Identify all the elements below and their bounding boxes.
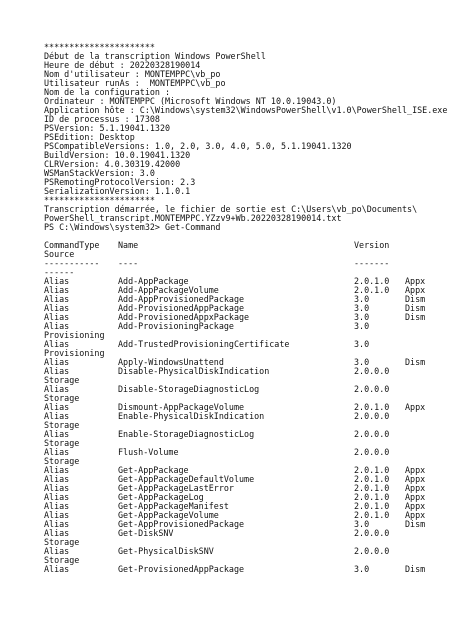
cell-name: Dismount-AppPackageVolume bbox=[118, 402, 245, 412]
transcript-line: Application hôte : C:\Windows\system32\WindowsPowerShell\v1.0\PowerShell_ISE.exe bbox=[44, 105, 448, 115]
table-underline-row bbox=[44, 259, 464, 268]
cell-source: Dism bbox=[405, 312, 426, 322]
cell-commandtype: Alias bbox=[44, 339, 70, 349]
table-row bbox=[44, 475, 464, 484]
cell-version: 2.0.1.0 bbox=[354, 483, 390, 493]
cell-name: Apply-WindowsUnattend bbox=[118, 357, 224, 367]
cell-source: Appx bbox=[405, 402, 426, 412]
cell-commandtype: Alias bbox=[44, 366, 70, 376]
cell-source: Appx bbox=[405, 492, 426, 502]
cell-source: Appx bbox=[405, 510, 426, 520]
transcript-line: ********************** bbox=[44, 42, 155, 52]
cell-commandtype: Alias bbox=[44, 465, 70, 475]
cell-version: 2.0.0.0 bbox=[354, 411, 390, 421]
cell-name: Get-AppPackageDefaultVolume bbox=[118, 474, 255, 484]
cell-version: 2.0.0.0 bbox=[354, 429, 390, 439]
cell-name: Get-AppPackageVolume bbox=[118, 510, 219, 520]
cell-name: Disable-PhysicalDiskIndication bbox=[118, 366, 270, 376]
cell-name: Add-ProvisionedAppxPackage bbox=[118, 312, 250, 322]
cell-source-wrapped: Storage bbox=[44, 555, 80, 565]
cell-name: Enable-StorageDiagnosticLog bbox=[118, 429, 255, 439]
cell-name: Add-TrustedProvisioningCertificate bbox=[118, 339, 290, 349]
cell-version: 2.0.1.0 bbox=[354, 474, 390, 484]
cell-version: 3.0 bbox=[354, 303, 370, 313]
cell-commandtype: Alias bbox=[44, 321, 70, 331]
transcript-line: ********************** bbox=[44, 195, 155, 205]
cell-commandtype: Alias bbox=[44, 384, 70, 394]
cell-source: Appx bbox=[405, 501, 426, 511]
cell-commandtype: Alias bbox=[44, 510, 70, 520]
cell-source: Dism bbox=[405, 357, 426, 367]
transcript-line: Nom d'utilisateur : MONTEMPPC\vb_po bbox=[44, 69, 221, 79]
cell-commandtype: Alias bbox=[44, 492, 70, 502]
underline-commandtype: ----------- bbox=[44, 258, 100, 268]
header-commandtype: CommandType bbox=[44, 240, 100, 250]
cell-version: 3.0 bbox=[354, 564, 370, 574]
transcript-line: PSCompatibleVersions: 1.0, 2.0, 3.0, 4.0, 5.0, 5.1.19041.1320 bbox=[44, 141, 352, 151]
cell-commandtype: Alias bbox=[44, 294, 70, 304]
cell-version: 2.0.0.0 bbox=[354, 546, 390, 556]
transcript-page bbox=[44, 43, 464, 574]
transcript-line: Transcription démarrée, le fichier de sortie est C:\Users\vb_po\Documents\ bbox=[44, 204, 418, 214]
cell-name: Get-PhysicalDiskSNV bbox=[118, 546, 214, 556]
transcript-line: PSVersion: 5.1.19041.1320 bbox=[44, 123, 171, 133]
table-row bbox=[44, 529, 464, 538]
transcript-line: PowerShell_transcript.MONTEMPPC.YZzv9+Wb.20220328190014.txt bbox=[44, 213, 342, 223]
cell-commandtype: Alias bbox=[44, 429, 70, 439]
table-row bbox=[44, 340, 464, 349]
table-row bbox=[44, 304, 464, 313]
table-row bbox=[44, 313, 464, 322]
cell-name: Add-ProvisioningPackage bbox=[118, 321, 234, 331]
cell-source-wrapped: Provisioning bbox=[44, 348, 105, 358]
cell-name: Add-AppPackageVolume bbox=[118, 285, 219, 295]
transcript-line: Début de la transcription Windows PowerShell bbox=[44, 51, 266, 61]
cell-version: 3.0 bbox=[354, 519, 370, 529]
cell-commandtype: Alias bbox=[44, 519, 70, 529]
cell-version: 2.0.0.0 bbox=[354, 366, 390, 376]
cell-version: 2.0.1.0 bbox=[354, 285, 390, 295]
table-row bbox=[44, 547, 464, 556]
cell-version: 2.0.1.0 bbox=[354, 492, 390, 502]
table-row bbox=[44, 277, 464, 286]
cell-version: 2.0.0.0 bbox=[354, 528, 390, 538]
table-body bbox=[44, 277, 464, 574]
command-table bbox=[44, 241, 464, 574]
table-row bbox=[44, 565, 464, 574]
table-row bbox=[44, 511, 464, 520]
table-row bbox=[44, 367, 464, 376]
table-row bbox=[44, 448, 464, 457]
cell-commandtype: Alias bbox=[44, 447, 70, 457]
cell-commandtype: Alias bbox=[44, 357, 70, 367]
transcript-line: Ordinateur : MONTEMPPC (Microsoft Windows NT 10.0.19043.0) bbox=[44, 96, 337, 106]
cell-version: 3.0 bbox=[354, 294, 370, 304]
transcript-line: Utilisateur runAs : MONTEMPPC\vb_po bbox=[44, 78, 226, 88]
header-version: Version bbox=[354, 240, 390, 250]
cell-version: 2.0.1.0 bbox=[354, 510, 390, 520]
underline-version: ------- bbox=[354, 258, 390, 268]
table-row bbox=[44, 502, 464, 511]
cell-source: Appx bbox=[405, 465, 426, 475]
blank-line bbox=[44, 232, 464, 241]
cell-source: Appx bbox=[405, 474, 426, 484]
table-row bbox=[44, 484, 464, 493]
cell-source-wrapped: Storage bbox=[44, 456, 80, 466]
cell-source-wrapped: Storage bbox=[44, 537, 80, 547]
cell-name: Get-AppPackage bbox=[118, 465, 189, 475]
header-name: Name bbox=[118, 240, 139, 250]
cell-name: Get-AppPackageLog bbox=[118, 492, 204, 502]
cell-commandtype: Alias bbox=[44, 303, 70, 313]
cell-version: 2.0.1.0 bbox=[354, 402, 390, 412]
cell-source-wrapped: Storage bbox=[44, 393, 80, 403]
cell-name: Get-ProvisionedAppPackage bbox=[118, 564, 245, 574]
transcript-line: SerializationVersion: 1.1.0.1 bbox=[44, 186, 191, 196]
cell-version: 3.0 bbox=[354, 339, 370, 349]
table-row bbox=[44, 385, 464, 394]
cell-name: Add-AppPackage bbox=[118, 276, 189, 286]
cell-name: Flush-Volume bbox=[118, 447, 179, 457]
cell-name: Get-AppPackageLastError bbox=[118, 483, 234, 493]
cell-source: Dism bbox=[405, 294, 426, 304]
underline-name: ---- bbox=[118, 258, 139, 268]
cell-version: 2.0.1.0 bbox=[354, 276, 390, 286]
cell-source: Dism bbox=[405, 564, 426, 574]
table-row bbox=[44, 412, 464, 421]
transcript-line: Heure de début : 20220328190014 bbox=[44, 60, 201, 70]
table-row bbox=[44, 286, 464, 295]
cell-commandtype: Alias bbox=[44, 528, 70, 538]
cell-source: Appx bbox=[405, 285, 426, 295]
cell-name: Get-AppPackageManifest bbox=[118, 501, 229, 511]
transcript-line: PSRemotingProtocolVersion: 2.3 bbox=[44, 177, 196, 187]
header-source: Source bbox=[44, 249, 75, 259]
table-row bbox=[44, 520, 464, 529]
cell-source-wrapped: Storage bbox=[44, 375, 80, 385]
cell-version: 3.0 bbox=[354, 312, 370, 322]
cell-source-wrapped: Storage bbox=[44, 420, 80, 430]
cell-commandtype: Alias bbox=[44, 501, 70, 511]
transcript-line: PS C:\Windows\system32> Get-Command bbox=[44, 222, 221, 232]
cell-source: Dism bbox=[405, 519, 426, 529]
cell-name: Disable-StorageDiagnosticLog bbox=[118, 384, 260, 394]
table-row bbox=[44, 493, 464, 502]
cell-version: 2.0.0.0 bbox=[354, 384, 390, 394]
cell-commandtype: Alias bbox=[44, 564, 70, 574]
table-row bbox=[44, 322, 464, 331]
transcript-header bbox=[44, 43, 464, 232]
cell-name: Enable-PhysicalDiskIndication bbox=[118, 411, 265, 421]
cell-commandtype: Alias bbox=[44, 546, 70, 556]
cell-name: Add-ProvisionedAppPackage bbox=[118, 303, 245, 313]
cell-name: Add-AppProvisionedPackage bbox=[118, 294, 245, 304]
transcript-line: WSManStackVersion: 3.0 bbox=[44, 168, 155, 178]
cell-version: 2.0.1.0 bbox=[354, 501, 390, 511]
cell-commandtype: Alias bbox=[44, 285, 70, 295]
cell-version: 2.0.1.0 bbox=[354, 465, 390, 475]
cell-commandtype: Alias bbox=[44, 411, 70, 421]
cell-version: 3.0 bbox=[354, 357, 370, 367]
table-header-row bbox=[44, 241, 464, 250]
table-row bbox=[44, 430, 464, 439]
transcript-line: ID de processus : 17308 bbox=[44, 114, 160, 124]
cell-commandtype: Alias bbox=[44, 474, 70, 484]
table-row bbox=[44, 295, 464, 304]
cell-source: Appx bbox=[405, 483, 426, 493]
cell-commandtype: Alias bbox=[44, 312, 70, 322]
cell-source-wrapped: Storage bbox=[44, 438, 80, 448]
cell-source: Appx bbox=[405, 276, 426, 286]
cell-commandtype: Alias bbox=[44, 402, 70, 412]
cell-source: Dism bbox=[405, 303, 426, 313]
transcript-line: BuildVersion: 10.0.19041.1320 bbox=[44, 150, 191, 160]
cell-name: Get-DiskSNV bbox=[118, 528, 174, 538]
cell-name: Get-AppProvisionedPackage bbox=[118, 519, 245, 529]
transcript-line: Nom de la configuration : bbox=[44, 87, 171, 97]
table-row bbox=[44, 466, 464, 475]
transcript-line: PSEdition: Desktop bbox=[44, 132, 135, 142]
cell-version: 3.0 bbox=[354, 321, 370, 331]
cell-commandtype: Alias bbox=[44, 483, 70, 493]
cell-source-wrapped: Provisioning bbox=[44, 330, 105, 340]
cell-commandtype: Alias bbox=[44, 276, 70, 286]
cell-version: 2.0.0.0 bbox=[354, 447, 390, 457]
transcript-line: CLRVersion: 4.0.30319.42000 bbox=[44, 159, 181, 169]
underline-source: ------ bbox=[44, 267, 75, 277]
